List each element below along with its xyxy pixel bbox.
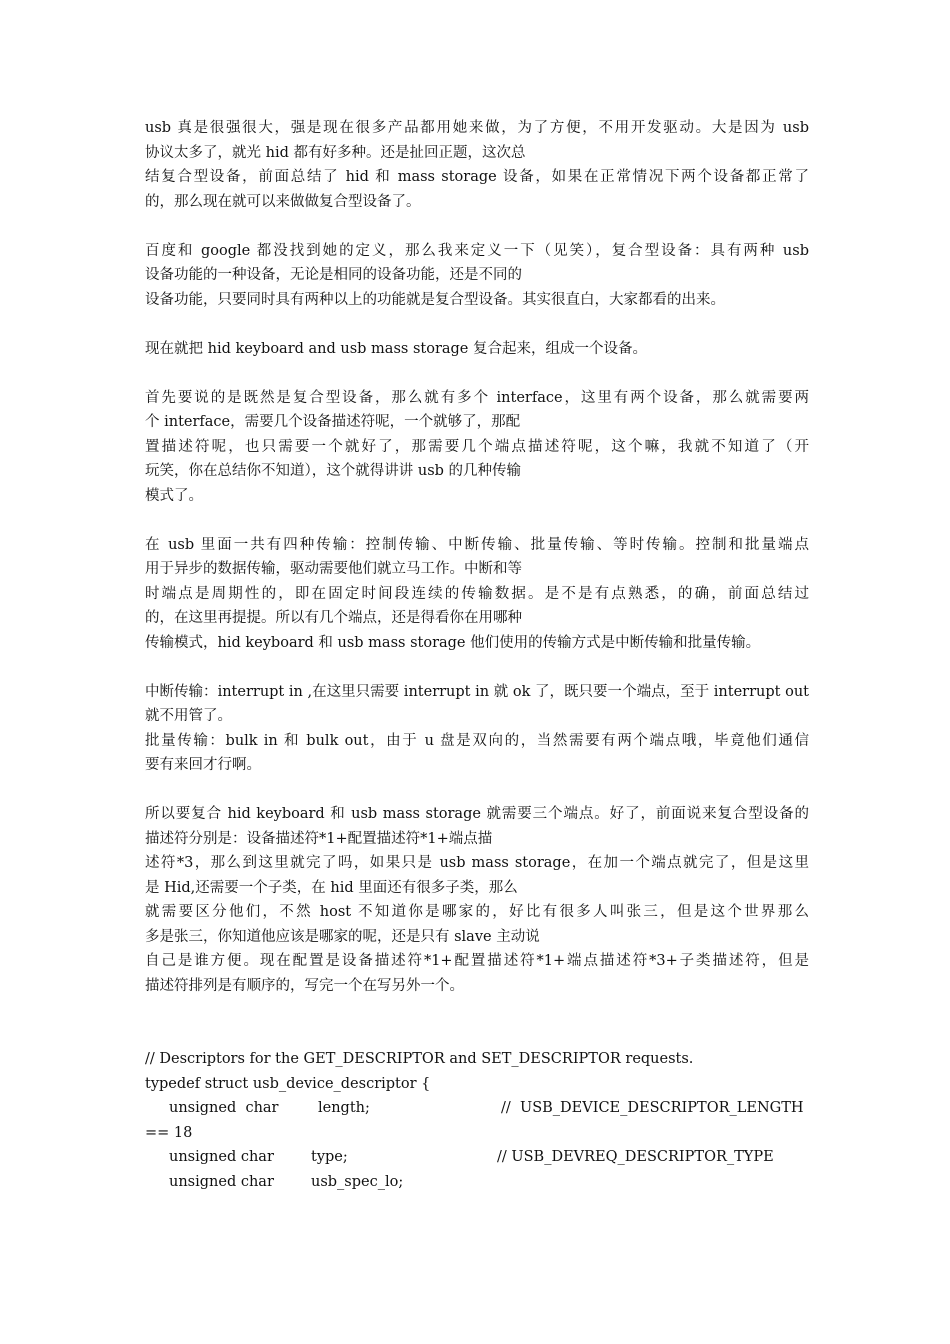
- text-line: 现在就把 hid keyboard and usb mass storage 复合起来，组成一个设备。: [145, 340, 647, 357]
- text-line: 就不用管了。: [145, 708, 232, 724]
- text-line: 玩笑，你在总结你不知道），这个就得讲讲 usb 的几种传输: [145, 463, 522, 479]
- text-line: 描述符分别是：设备描述符*1+配置描述符*1+端点描: [145, 830, 493, 847]
- text-line: 时端点是周期性的，即在固定时间段连续的传输数据。是不是有点熟悉，的确，前面总结过: [145, 585, 809, 602]
- text-line: 批量传输：bulk in 和 bulk out，由于 u 盘是双向的，当然需要有两个端点哦，毕竟他们通信: [145, 732, 809, 749]
- text-line: 自己是谁方便。现在配置是设备描述符*1+配置描述符*1+端点描述符*3+子类描述符，但是: [145, 953, 809, 969]
- code-wrap: == 18: [145, 1124, 193, 1141]
- section-gap: [145, 998, 809, 1047]
- code-block: [145, 1047, 809, 1194]
- text-line: 的，那么现在就可以来做做复合型设备了。: [145, 193, 421, 210]
- text-line: 协议太多了，就光 hid 都有好多种。还是扯回正题，这次总: [145, 144, 526, 161]
- paragraph-combine: [145, 337, 809, 362]
- text-line: 结复合型设备，前面总结了 hid 和 mass storage 设备，如果在正常情况下两个设备都正常了: [145, 169, 809, 185]
- text-line: 多是张三，你知道他应该是哪家的呢，还是只有 slave 主动说: [145, 928, 540, 945]
- text-line: 模式了。: [145, 487, 203, 504]
- paragraph-gap: [145, 508, 809, 533]
- code-field-line: [145, 1145, 809, 1170]
- text-line: 首先要说的是既然是复合型设备，那么就有多个 interface，这里有两个设备，那么就需要两: [145, 389, 809, 406]
- paragraph-endpoints: [145, 680, 809, 778]
- code-typedef-line: [145, 1072, 809, 1097]
- paragraph-transfer-types: [145, 533, 809, 656]
- field-name: type;: [311, 1149, 348, 1165]
- field-type: unsigned char: [169, 1149, 274, 1165]
- text-line: 传输模式，hid keyboard 和 usb mass storage 他们使用的传输方式是中断传输和批量传输。: [145, 634, 761, 651]
- text-line: 中断传输：interrupt in ,在这里只需要 interrupt in 就 ok 了，既只要一个端点，至于 interrupt out: [145, 683, 809, 700]
- text-line: 在 usb 里面一共有四种传输：控制传输、中断传输、批量传输、等时传输。控制和批量端点: [145, 536, 809, 553]
- text-line: 述符*3，那么到这里就完了吗，如果只是 usb mass storage，在加一个端点就完了，但是这里: [145, 855, 809, 871]
- paragraph-intro: [145, 116, 809, 214]
- field-name: length;: [318, 1100, 370, 1116]
- field-comment: // USB_DEVREQ_DESCRIPTOR_TYPE: [497, 1149, 774, 1165]
- text-line: 设备功能，只要同时具有两种以上的功能就是复合型设备。其实很直白，大家都看的出来。: [145, 291, 725, 308]
- field-type: unsigned char: [169, 1173, 274, 1190]
- code-field-line: [145, 1170, 809, 1195]
- code-comment-line: [145, 1047, 809, 1072]
- text-line: 百度和 google 都没找到她的定义，那么我来定义一下（见笑），复合型设备：具有两种 usb: [145, 242, 809, 259]
- paragraph-gap: [145, 312, 809, 337]
- field-name: usb_spec_lo;: [311, 1173, 404, 1190]
- text-line: 要有来回才行啊。: [145, 757, 261, 773]
- paragraph-gap: [145, 361, 809, 386]
- text-line: 是 Hid,还需要一个子类，在 hid 里面还有很多子类，那么: [145, 879, 518, 896]
- paragraph-descriptors: [145, 802, 809, 998]
- code-field-line: [145, 1096, 809, 1121]
- code-typedef: typedef struct usb_device_descriptor {: [145, 1075, 431, 1092]
- document-body: [145, 116, 809, 1194]
- paragraph-gap: [145, 655, 809, 680]
- text-line: 个 interface，需要几个设备描述符呢，一个就够了，那配: [145, 414, 521, 430]
- paragraph-definition: [145, 239, 809, 313]
- paragraph-gap: [145, 214, 809, 239]
- text-line: 就需要区分他们，不然 host 不知道你是哪家的，好比有很多人叫张三，但是这个世界那么: [145, 904, 809, 920]
- text-line: 置描述符呢，也只需要一个就好了，那需要几个端点描述符呢，这个嘛，我就不知道了（开: [145, 438, 809, 455]
- paragraph-interfaces: [145, 386, 809, 509]
- text-line: 描述符排列是有顺序的，写完一个在写另外一个。: [145, 977, 464, 994]
- code-comment: // Descriptors for the GET_DESCRIPTOR and SET_DESCRIPTOR requests.: [145, 1051, 694, 1067]
- paragraph-gap: [145, 778, 809, 803]
- field-comment: // USB_DEVICE_DESCRIPTOR_LENGTH: [501, 1100, 804, 1116]
- text-line: usb 真是很强很大，强是现在很多产品都用她来做，为了方便，不用开发驱动。大是因为 usb: [145, 120, 809, 136]
- code-wrap-line: [145, 1121, 809, 1146]
- text-line: 设备功能的一种设备，无论是相同的设备功能，还是不同的: [145, 267, 522, 283]
- text-line: 用于异步的数据传输，驱动需要他们就立马工作。中断和等: [145, 561, 522, 577]
- field-type: unsigned char: [169, 1100, 279, 1116]
- text-line: 的，在这里再提提。所以有几个端点，还是得看你在用哪种: [145, 610, 522, 626]
- text-line: 所以要复合 hid keyboard 和 usb mass storage 就需要三个端点。好了，前面说来复合型设备的: [145, 806, 809, 822]
